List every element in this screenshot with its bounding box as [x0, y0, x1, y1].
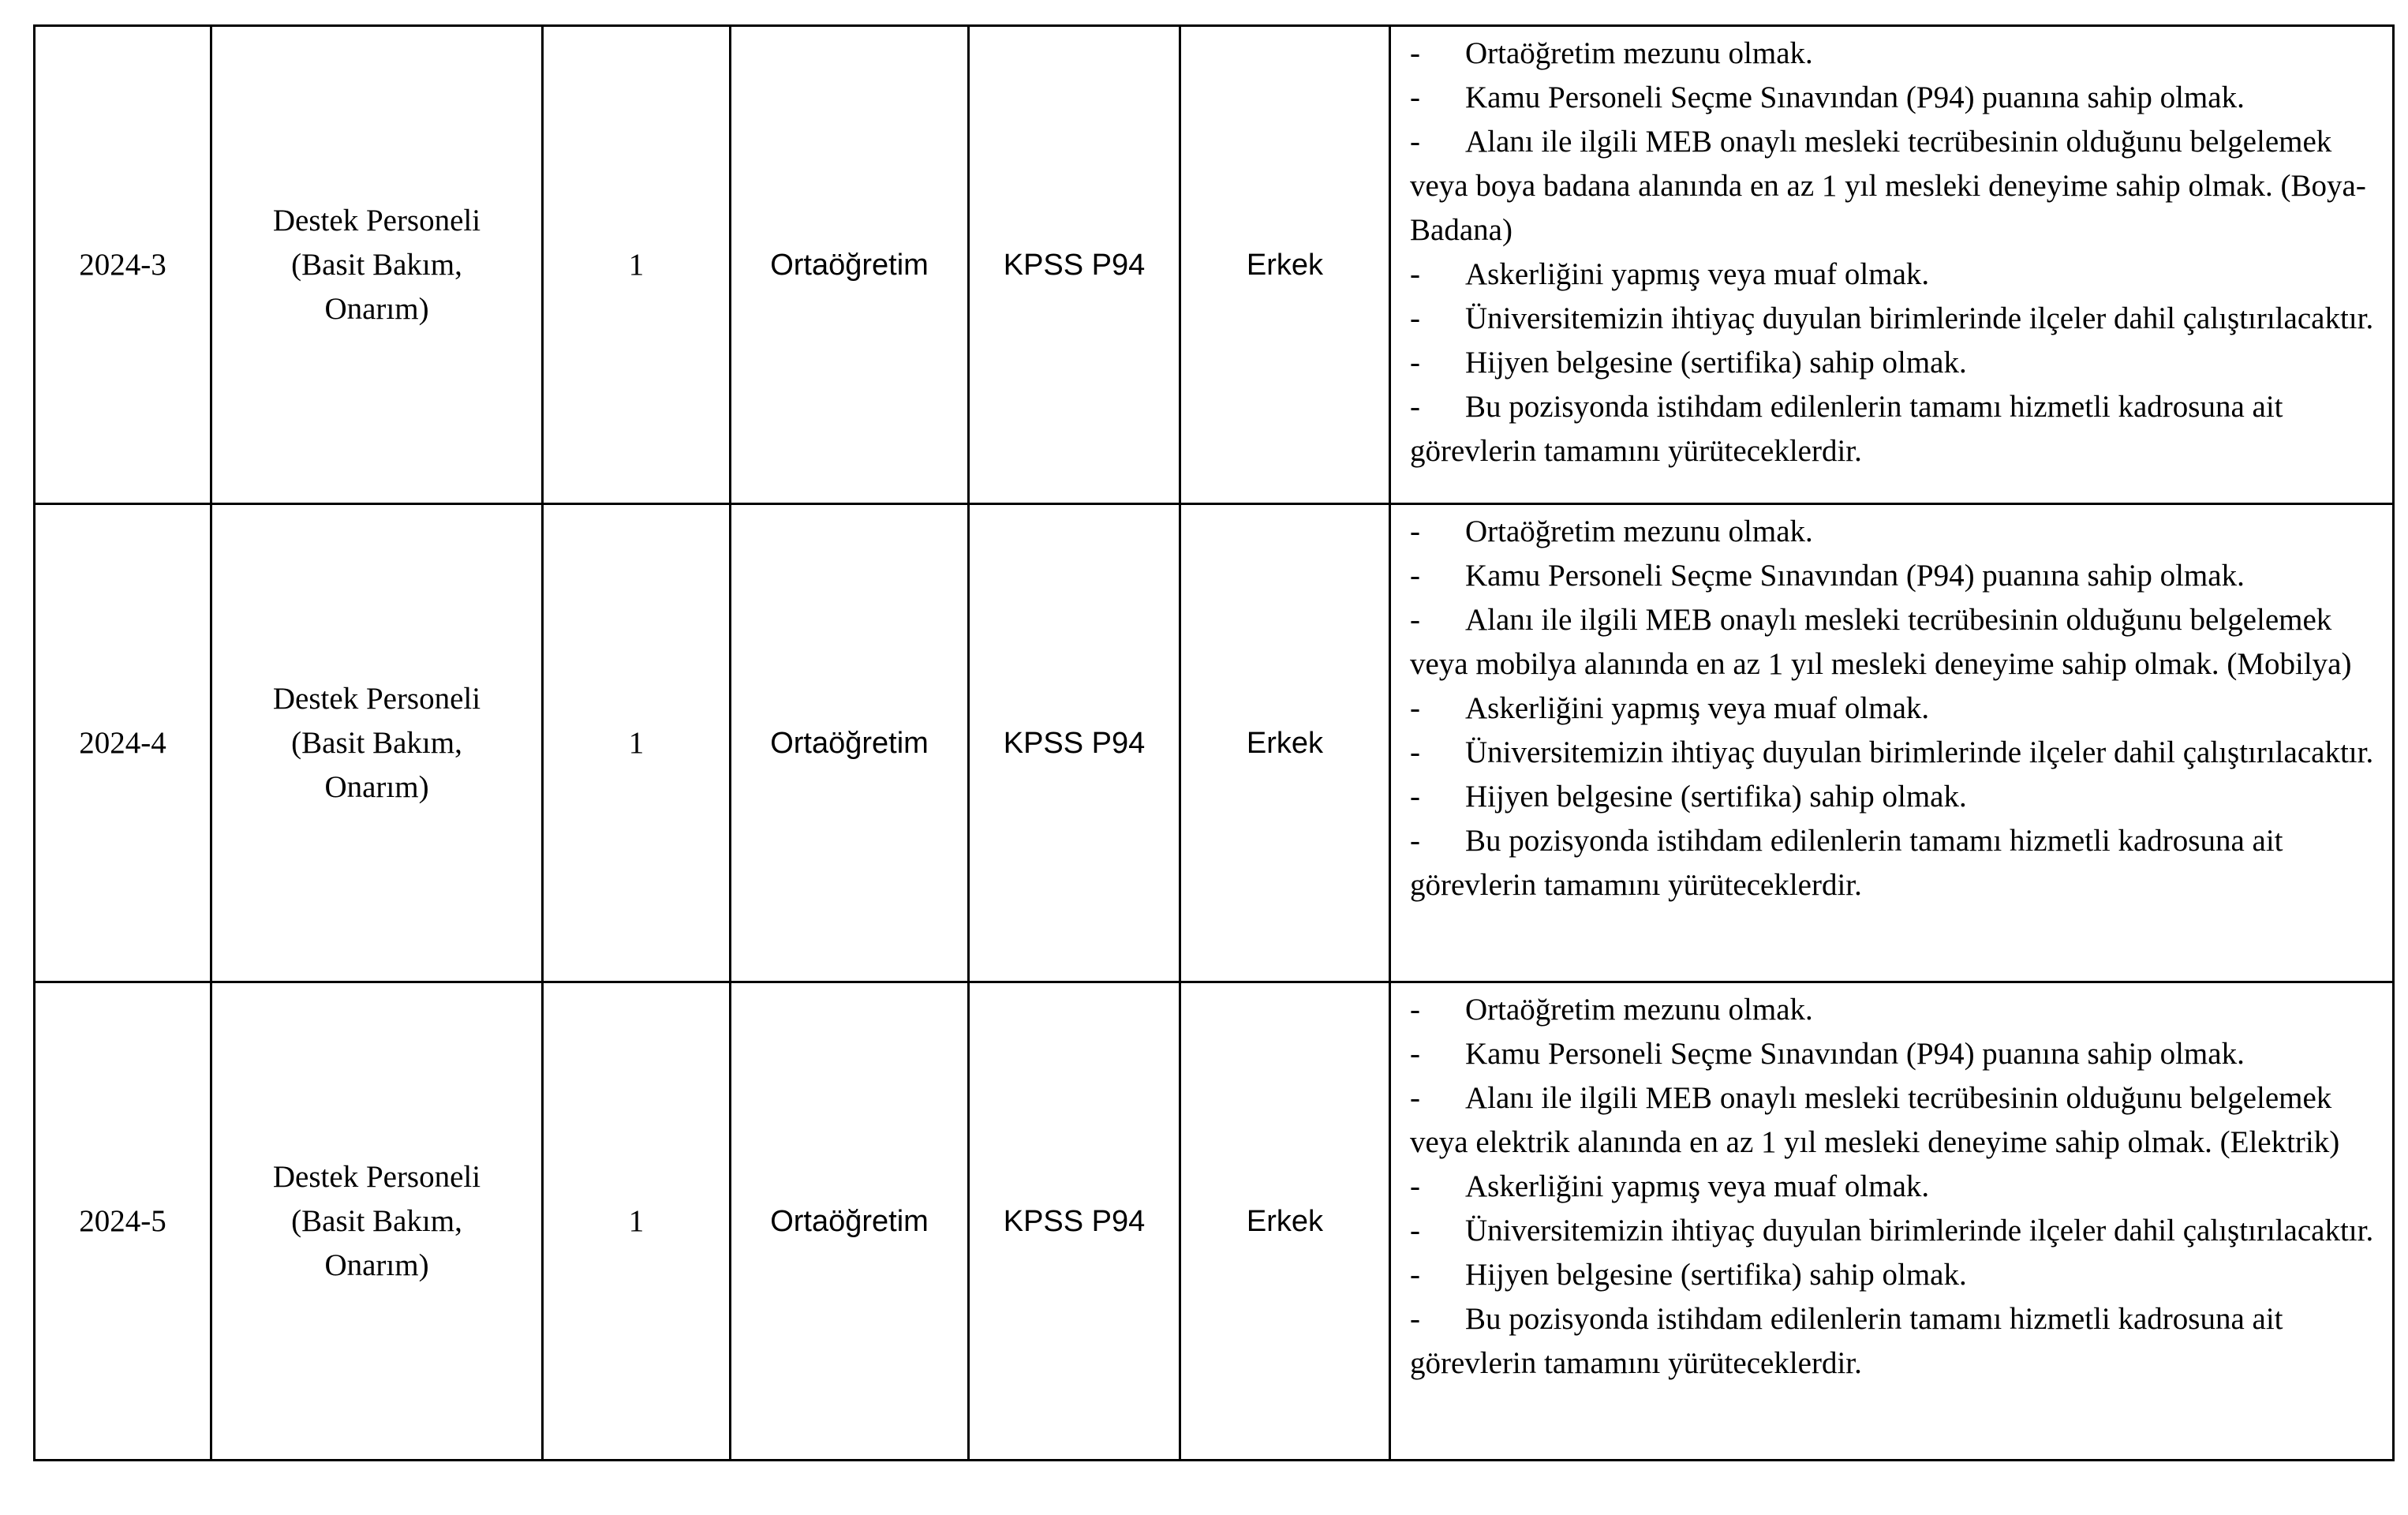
bullet-dash: - [1410, 1169, 1420, 1203]
requirement-text: Bu pozisyonda istihdam edilenlerin tamamı hizmetli kadrosuna ait görevlerin tamamını yürüteceklerdir. [1410, 1302, 2283, 1380]
position-title-line: (Basit Bakım, [291, 247, 462, 282]
gender: Erkek [1180, 26, 1390, 504]
position-title [211, 26, 543, 504]
requirements-cell [1390, 504, 2394, 982]
bullet-dash: - [1410, 1258, 1420, 1292]
requirement-item [1410, 819, 2383, 907]
requirement-item [1410, 297, 2383, 341]
requirements-cell [1390, 26, 2394, 504]
requirement-item [1410, 252, 2383, 297]
gender: Erkek [1180, 504, 1390, 982]
requirement-text: Alanı ile ilgili MEB onaylı mesleki tecrübesinin olduğunu belgelemek veya boya badana alanında en az 1 yıl mesleki deneyime sahip olmak. (Boya-Badana) [1410, 125, 2366, 247]
requirement-text: Kamu Personeli Seçme Sınavından (P94) puanına sahip olmak. [1465, 80, 2245, 114]
bullet-dash: - [1410, 691, 1420, 725]
bullet-dash: - [1410, 1302, 1420, 1336]
education-level: Ortaöğretim [731, 26, 969, 504]
requirement-text: Üniversitemizin ihtiyaç duyulan birimlerinde ilçeler dahil çalıştırılacaktır. [1465, 1214, 2374, 1248]
requirement-text: Alanı ile ilgili MEB onaylı mesleki tecrübesinin olduğunu belgelemek veya elektrik alanında en az 1 yıl mesleki deneyime sahip olmak. (Elektrik) [1410, 1081, 2340, 1159]
position-code: 2024-3 [35, 26, 211, 504]
requirement-text: Ortaöğretim mezunu olmak. [1465, 36, 1813, 70]
position-count: 1 [543, 26, 731, 504]
table-row [35, 982, 2394, 1461]
requirement-text: Ortaöğretim mezunu olmak. [1465, 514, 1813, 548]
bullet-dash: - [1410, 559, 1420, 593]
position-code: 2024-5 [35, 982, 211, 1461]
education-level: Ortaöğretim [731, 504, 969, 982]
position-code: 2024-4 [35, 504, 211, 982]
bullet-dash: - [1410, 514, 1420, 548]
requirement-item [1410, 686, 2383, 731]
requirement-item [1410, 385, 2383, 473]
bullet-dash: - [1410, 780, 1420, 814]
requirement-item [1410, 775, 2383, 819]
education-level: Ortaöğretim [731, 982, 969, 1461]
requirement-item [1410, 1165, 2383, 1209]
bullet-dash: - [1410, 603, 1420, 637]
position-title-line: Onarım) [324, 291, 429, 326]
requirement-item [1410, 1209, 2383, 1253]
requirement-item [1410, 32, 2383, 76]
requirement-text: Askerliğini yapmış veya muaf olmak. [1465, 691, 1930, 725]
requirement-text: Üniversitemizin ihtiyaç duyulan birimlerinde ilçeler dahil çalıştırılacaktır. [1465, 735, 2374, 769]
position-title-line: Onarım) [324, 769, 429, 804]
position-count: 1 [543, 982, 731, 1461]
requirement-item [1410, 1297, 2383, 1386]
requirements-list [1410, 510, 2383, 907]
requirement-text: Bu pozisyonda istihdam edilenlerin tamamı hizmetli kadrosuna ait görevlerin tamamını yürüteceklerdir. [1410, 390, 2283, 468]
requirement-text: Kamu Personeli Seçme Sınavından (P94) puanına sahip olmak. [1465, 1037, 2245, 1071]
requirement-text: Ortaöğretim mezunu olmak. [1465, 993, 1813, 1027]
requirement-item [1410, 554, 2383, 598]
requirement-text: Alanı ile ilgili MEB onaylı mesleki tecrübesinin olduğunu belgelemek veya mobilya alanında en az 1 yıl mesleki deneyime sahip olmak. (Mobilya) [1410, 603, 2352, 681]
requirement-item [1410, 1032, 2383, 1076]
requirement-item [1410, 510, 2383, 554]
requirement-text: Askerliğini yapmış veya muaf olmak. [1465, 257, 1930, 291]
gender: Erkek [1180, 982, 1390, 1461]
bullet-dash: - [1410, 1037, 1420, 1071]
requirement-text: Kamu Personeli Seçme Sınavından (P94) puanına sahip olmak. [1465, 559, 2245, 593]
requirement-text: Hijyen belgesine (sertifika) sahip olmak. [1465, 1258, 1967, 1292]
position-title-line: (Basit Bakım, [291, 1203, 462, 1238]
requirements-cell [1390, 982, 2394, 1461]
requirement-item [1410, 76, 2383, 120]
bullet-dash: - [1410, 1214, 1420, 1248]
bullet-dash: - [1410, 824, 1420, 858]
bullet-dash: - [1410, 735, 1420, 769]
requirements-list [1410, 32, 2383, 473]
bullet-dash: - [1410, 390, 1420, 424]
exam-type: KPSS P94 [969, 26, 1180, 504]
position-title-line: Onarım) [324, 1248, 429, 1282]
exam-type: KPSS P94 [969, 504, 1180, 982]
table-row [35, 504, 2394, 982]
requirement-text: Askerliğini yapmış veya muaf olmak. [1465, 1169, 1930, 1203]
requirement-text: Hijyen belgesine (sertifika) sahip olmak. [1465, 780, 1967, 814]
requirement-text: Hijyen belgesine (sertifika) sahip olmak. [1465, 346, 1967, 380]
job-positions-table [33, 24, 2395, 1461]
bullet-dash: - [1410, 346, 1420, 380]
requirement-item [1410, 341, 2383, 385]
position-title-line: Destek Personeli [272, 203, 481, 238]
bullet-dash: - [1410, 257, 1420, 291]
requirement-item [1410, 988, 2383, 1032]
position-title-line: Destek Personeli [272, 1159, 481, 1194]
requirement-item [1410, 598, 2383, 686]
position-title [211, 504, 543, 982]
requirement-item [1410, 120, 2383, 252]
position-title-line: Destek Personeli [272, 681, 481, 716]
requirement-text: Bu pozisyonda istihdam edilenlerin tamamı hizmetli kadrosuna ait görevlerin tamamını yürüteceklerdir. [1410, 824, 2283, 902]
requirement-item [1410, 1076, 2383, 1165]
position-title [211, 982, 543, 1461]
bullet-dash: - [1410, 125, 1420, 159]
requirement-item [1410, 731, 2383, 775]
position-count: 1 [543, 504, 731, 982]
bullet-dash: - [1410, 80, 1420, 114]
bullet-dash: - [1410, 993, 1420, 1027]
table-row [35, 26, 2394, 504]
exam-type: KPSS P94 [969, 982, 1180, 1461]
bullet-dash: - [1410, 1081, 1420, 1115]
bullet-dash: - [1410, 36, 1420, 70]
position-title-line: (Basit Bakım, [291, 725, 462, 760]
requirement-text: Üniversitemizin ihtiyaç duyulan birimlerinde ilçeler dahil çalıştırılacaktır. [1465, 301, 2374, 335]
table-body [35, 26, 2394, 1461]
bullet-dash: - [1410, 301, 1420, 335]
requirement-item [1410, 1253, 2383, 1297]
requirements-list [1410, 988, 2383, 1386]
